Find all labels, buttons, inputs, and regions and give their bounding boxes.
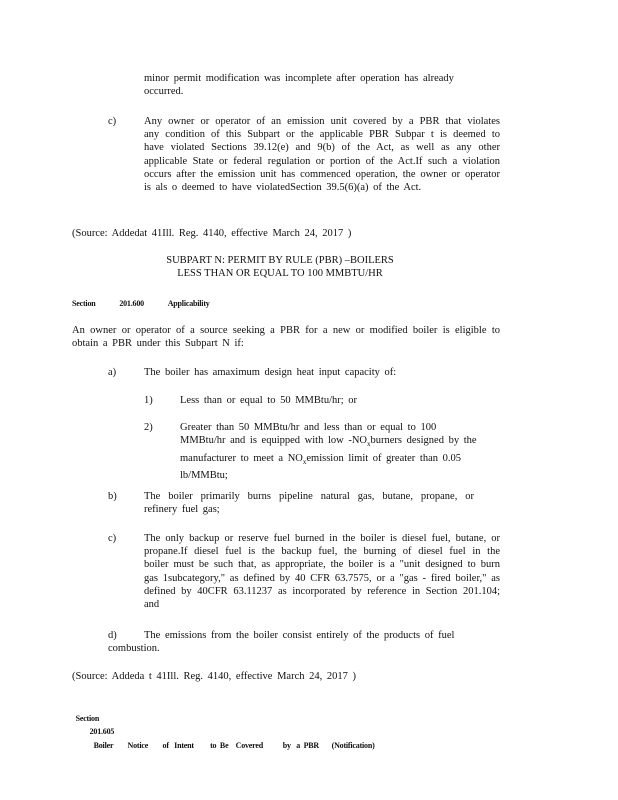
item-c2-text: The only backup or reserve fuel burned in the boiler is diesel fuel, butane, or propane.If diesel fuel is the backup fuel, the burning of diesel fuel in the boiler must be such that, as appropriate, the boiler is a "unit designed to burn gas 1subcategory," as defined by 40 CFR 63.7575, or a "gas - fired boiler," as defined by 40CFR 63.11237 as incorporated by reference in Section 201.104; and	[144, 533, 500, 611]
item-c2-label: c)	[108, 533, 117, 544]
nox-subscript-2: x	[302, 457, 307, 466]
section-605-heading	[72, 699, 512, 752]
item-a2-line2	[180, 434, 500, 451]
item-d-text: The emissions from the boiler consist entirely of the products of fuel	[144, 630, 455, 641]
item-c-label: c)	[108, 116, 117, 127]
subpart-heading-line2: LESS THAN OR EQUAL TO 100 MMBTU/HR	[177, 268, 383, 280]
applicability-intro: An owner or operator of a source seeking a PBR for a new or modified boiler is eligible to obtain a PBR under this Subpart N if:	[72, 325, 500, 350]
subpart-heading-line1: SUBPART N: PERMIT BY RULE (PBR) –BOILERS	[166, 255, 394, 266]
item-a1-text: Less than or equal to 50 MMBtu/hr; or	[180, 395, 358, 406]
item-a2-line2-text: MMBtu/hr and is equipped with low -NO	[180, 435, 367, 447]
section-600-label: Section	[72, 299, 96, 308]
item-a2-line3	[180, 452, 500, 469]
item-a2-label: 2)	[144, 422, 153, 433]
item-a2-line2-tail: burners designed by the	[370, 435, 477, 447]
section-605-title: Boiler Notice of Intent to Be Covered by a PBR (Notification)	[93, 740, 375, 750]
subpart-heading	[120, 254, 440, 280]
item-a2-text	[180, 421, 500, 482]
section-600-number: 201.600	[119, 299, 144, 308]
section-600-title: Applicability	[167, 299, 210, 308]
source-note-1: (Source: Addedat 41Ill. Reg. 4140, effective March 24, 2017 )	[72, 228, 352, 239]
item-a2-line4: lb/MMBtu;	[180, 469, 228, 481]
item-d-label: d)	[108, 630, 117, 641]
item-a-label: a)	[108, 367, 117, 378]
item-b-text: The boiler primarily burns pipeline natural gas, butane, propane, or refinery fuel gas;	[144, 491, 474, 516]
item-c-text: Any owner or operator of an emission unit covered by a PBR that violates any condition of this Subpart or the applicable PBR Subpar t is deemed to have violated Sections 39.12(e) and 9(b) of the Act, as well as any other applicable State or federal regulation or portion of the Act.If such a violation occurs after the emission unit has commenced operation, the owner or operator is als o deemed to have violatedSection 39.5(6)(a) of the Act.	[144, 116, 500, 194]
item-a2-line3-tail: emission limit of greater than 0.05	[306, 452, 462, 464]
item-d-text-wrap: combustion.	[108, 643, 160, 654]
item-b-label: b)	[108, 491, 117, 502]
item-a2-line3-text: manufacturer to meet a NO	[180, 452, 303, 464]
section-605-number: 201.605	[89, 727, 115, 737]
item-a1-label: 1)	[144, 395, 153, 406]
section-600-heading	[72, 297, 472, 310]
section-605-label: Section	[75, 714, 100, 724]
item-a-text: The boiler has amaximum design heat input capacity of:	[144, 367, 397, 378]
paragraph-continuation: minor permit modification was incomplete after operation has already occurred.	[144, 73, 454, 98]
source-note-2: (Source: Addeda t 41Ill. Reg. 4140, effective March 24, 2017 )	[72, 671, 356, 682]
item-a2-line1: Greater than 50 MMBtu/hr and less than or equal to 100	[180, 422, 437, 433]
nox-subscript: x	[367, 440, 371, 449]
